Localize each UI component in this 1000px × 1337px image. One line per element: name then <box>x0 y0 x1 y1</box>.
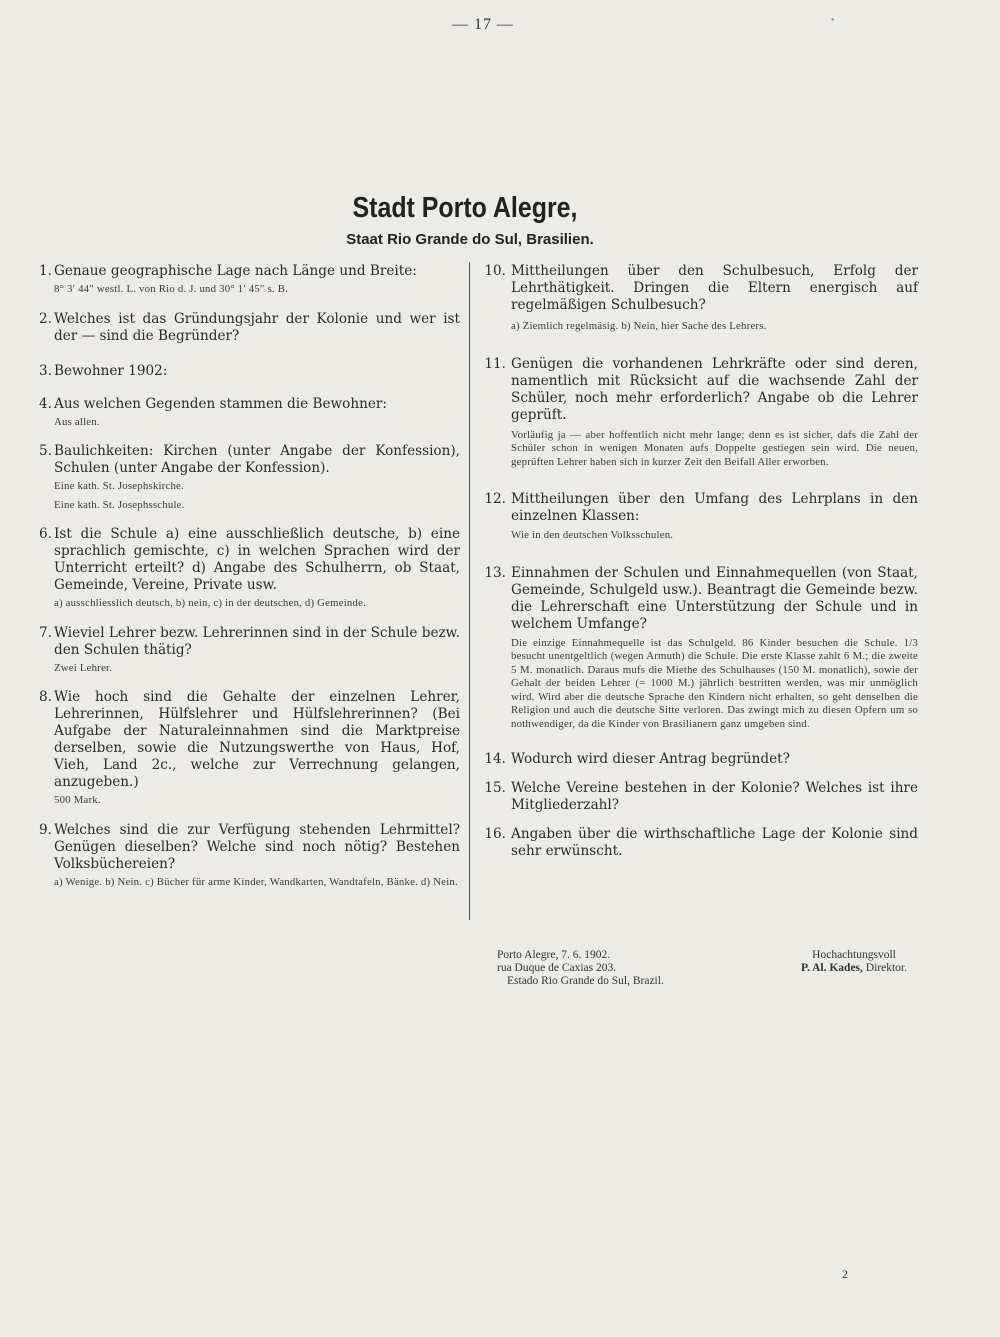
question-number: 7. <box>39 624 52 641</box>
question-number: 4. <box>39 395 52 412</box>
question-text: Wieviel Lehrer bezw. Lehrerinnen sind in der Schule bezw. den Schulen thätig? <box>54 624 460 658</box>
answer-text: Aus allen. <box>54 415 100 428</box>
answer-text: Eine kath. St. Josephskirche. <box>54 480 184 492</box>
question-number: 16. <box>484 826 506 842</box>
question-9 <box>32 822 460 890</box>
question-text: Mittheilungen über den Umfang des Lehrplans in den einzelnen Klassen: <box>511 491 918 524</box>
question-text: Welches sind die zur Verfügung stehenden Lehrmittel? Genügen dieselben? Welche sind noch nötig? Bestehen Volksbüchereien? <box>54 821 460 872</box>
question-text: Aus welchen Gegenden stammen die Bewohner: <box>54 395 387 412</box>
question-text: Genaue geographische Lage nach Länge und Breite: <box>54 263 417 279</box>
question-2 <box>32 311 460 345</box>
street-address: rua Duque de Caxias 203. <box>497 962 617 974</box>
answer-text: a) ausschliesslich deutsch, b) nein, c) in der deutschen, d) Gemeinde. <box>54 597 367 609</box>
question-16 <box>478 826 918 860</box>
question-number: 1. <box>39 263 52 279</box>
question-text: Welches ist das Gründungsjahr der Kolonie und wer ist der — sind die Begründer? <box>54 310 460 344</box>
answer-text: Wie in den deutschen Volksschulen. <box>511 529 674 541</box>
question-text: Bewohner 1902: <box>54 362 168 379</box>
answer-text: a) Ziemlich regelmäsig. b) Nein, hier Sache des Lehrers. <box>511 320 767 332</box>
question-6 <box>32 526 460 611</box>
question-text: Angaben über die wirthschaftliche Lage der Kolonie sind sehr erwünscht. <box>511 826 918 859</box>
answer-text: Zwei Lehrer. <box>54 661 113 674</box>
answer-text: Eine kath. St. Josephsschule. <box>54 498 185 511</box>
page-title: Stadt Porto Alegre, <box>352 192 578 224</box>
question-text: Ist die Schule a) eine ausschließlich deutsche, b) eine sprachlich gemischte, c) in welchen Sprachen wird der Unterricht erteilt? d) Angabe des Schulherrn, ob Staat, Gemeinde, Vereine, Private usw. <box>54 526 460 593</box>
column-divider <box>469 262 470 920</box>
answer-text: Die einzige Einnahmequelle ist das Schulgeld. 86 Kinder besuchen die Schule. 1/3 besucht unentgeltlich (wegen Armuth) die Schule. Die erste Klasse zahlt 6 M.; die zweite 5 M. monatlich. Daraus mufs die Miethe des Schulhauses (150 M. monatlich), sowie der Gehalt der beiden Lehrer (= 1000 M.) jährlich bestritten werden, was mir unmöglich wird. Wird aber die deutsche Sprache den Kindern nicht erhalten, so geht denselben die Religion und auch die deutsche Sitte verloren. Das zwingt mich zu diesen Opfern um so nothwendiger, da die Kinder von Brasilianern ganz umgeben sind. <box>511 636 918 730</box>
question-1 <box>32 263 460 297</box>
question-number: 8. <box>39 689 52 705</box>
question-5 <box>32 443 460 512</box>
question-11 <box>478 356 918 470</box>
question-12 <box>478 491 918 543</box>
question-number: 15. <box>484 780 506 796</box>
signatory-name: P. Al. Kades, <box>801 962 863 974</box>
page-subtitle: Staat Rio Grande do Sul, Brasilien. <box>346 231 594 248</box>
answer-text: 500 Mark. <box>54 794 101 806</box>
question-number: 5. <box>39 443 52 459</box>
question-number: 10. <box>484 263 506 279</box>
question-number: 13. <box>484 564 506 581</box>
question-text: Genügen die vorhandenen Lehrkräfte oder sind deren, namentlich mit Rücksicht auf die wachsende Zahl der Schüler, noch mehr erforderlich? Angabe ob die Lehrer geprüft. <box>511 355 918 423</box>
question-number: 12. <box>484 491 506 507</box>
answer-text: 8° 3′ 44″ westl. L. von Rio d. J. und 30° 1′ 45″ s. B. <box>54 283 289 295</box>
state-address: Estado Rio Grande do Sul, Brazil. <box>507 975 664 987</box>
signatory <box>801 949 907 975</box>
question-15 <box>478 780 918 814</box>
answer-text: a) Wenige. b) Nein. c) Bücher für arme Kinder, Wandkarten, Wandtafeln, Bänke. d) Nein. <box>54 875 458 888</box>
place-date: Porto Alegre, 7. 6. 1902. <box>497 949 611 961</box>
question-13 <box>478 565 918 732</box>
question-3 <box>32 363 460 380</box>
question-text: Welche Vereine bestehen in der Kolonie? Welches ist ihre Mitgliederzahl? <box>511 780 918 813</box>
question-number: 2. <box>39 310 52 327</box>
question-text: Wie hoch sind die Gehalte der einzelnen Lehrer, Lehrerinnen, Hülfslehrer und Hülfslehrerinnen? (Bei Aufgabe der Naturaleinnahmen sind die Marktpreise derselben, sowie die Nutzungswerthe von Haus, Hof, Vieh, Land 2c., welche zur Verrechnung gelangen, anzugeben.) <box>54 689 460 790</box>
question-text: Wodurch wird dieser Antrag begründet? <box>511 751 790 767</box>
question-text: Baulichkeiten: Kirchen (unter Angabe der Konfession), Schulen (unter Angabe der Konfession). <box>54 443 460 476</box>
question-text: Mittheilungen über den Schulbesuch, Erfolg der Lehrthätigkeit. Dringen die Eltern energisch auf regelmäßigen Schulbesuch? <box>511 263 918 313</box>
question-number: 11. <box>484 355 506 372</box>
question-14 <box>478 751 918 768</box>
question-number: 6. <box>39 526 52 542</box>
question-4 <box>32 396 460 430</box>
question-number: 3. <box>39 362 52 379</box>
sender-address <box>497 949 664 988</box>
signatory-role: Direktor. <box>865 962 907 974</box>
question-7 <box>32 625 460 676</box>
question-text: Einnahmen der Schulen und Einnahmequellen (von Staat, Gemeinde, Schulgeld usw.). Beantragt die Gemeinde bezw. die Lehrerschaft eine Unterstützung der Schule und in welchem Umfange? <box>511 564 918 632</box>
scan-mark: • <box>830 16 836 26</box>
right-column <box>478 263 918 870</box>
page-number-top: — 17 — <box>452 16 514 33</box>
question-number: 14. <box>484 751 506 767</box>
left-column <box>32 263 460 899</box>
question-number: 9. <box>39 821 52 838</box>
closing: Hochachtungsvoll <box>812 949 896 961</box>
question-10 <box>478 263 918 334</box>
answer-text: Vorläufig ja — aber hoffentlich nicht mehr lange; denn es ist sicher, dafs die Zahl der Schüler schon in wenigen Monaten aufs Doppelte gestiegen sein wird. Die neuen, geprüften Lehrer haben sich in kurzer Zeit den Beifall Aller erworben. <box>511 428 918 468</box>
question-8 <box>32 689 460 808</box>
page-number-bottom: 2 <box>842 1267 848 1281</box>
